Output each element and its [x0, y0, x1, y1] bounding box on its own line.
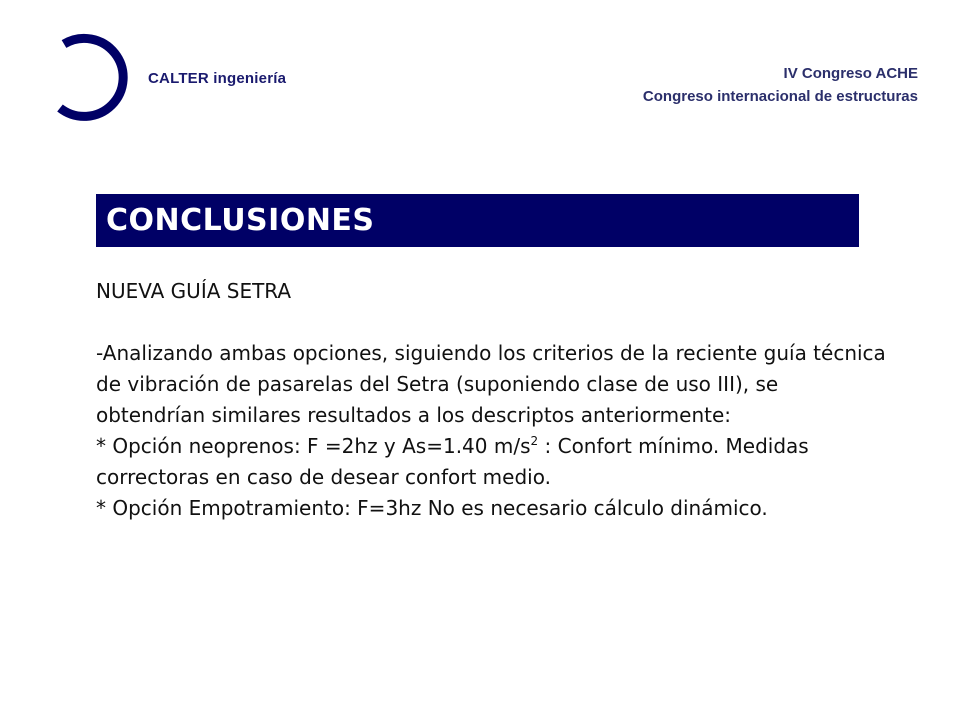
section-title: CONCLUSIONES — [106, 203, 375, 238]
option-neoprenos-text: * Opción neoprenos: F =2hz y As=1.40 m/s — [96, 434, 531, 458]
brand-name: CALTER ingeniería — [148, 70, 287, 87]
analysis-paragraph: -Analizando ambas opciones, siguiendo los criterios de la reciente guía técnica de vibración de pasarelas del Setra (suponiendo clase de uso III), se obtendrían similares resultados a los descriptos anteriormente: — [96, 341, 886, 427]
section-title-bar — [96, 194, 859, 247]
subheading: NUEVA GUÍA SETRA — [96, 279, 292, 303]
option-neoprenos-result: : Confort mínimo. Medidas correctoras en caso de desear confort medio. — [96, 434, 809, 489]
conference-title: IV Congreso ACHE — [783, 65, 918, 82]
slide-body — [96, 276, 886, 524]
superscript-exponent: 2 — [530, 434, 539, 448]
conference-info — [643, 62, 918, 108]
open-ring-logo-icon — [42, 30, 138, 126]
option-neoprenos — [96, 431, 886, 493]
option-empotramiento: * Opción Empotramiento: F=3hz No es necesario cálculo dinámico. — [96, 496, 768, 520]
conference-subtitle: Congreso internacional de estructuras — [642, 88, 918, 105]
